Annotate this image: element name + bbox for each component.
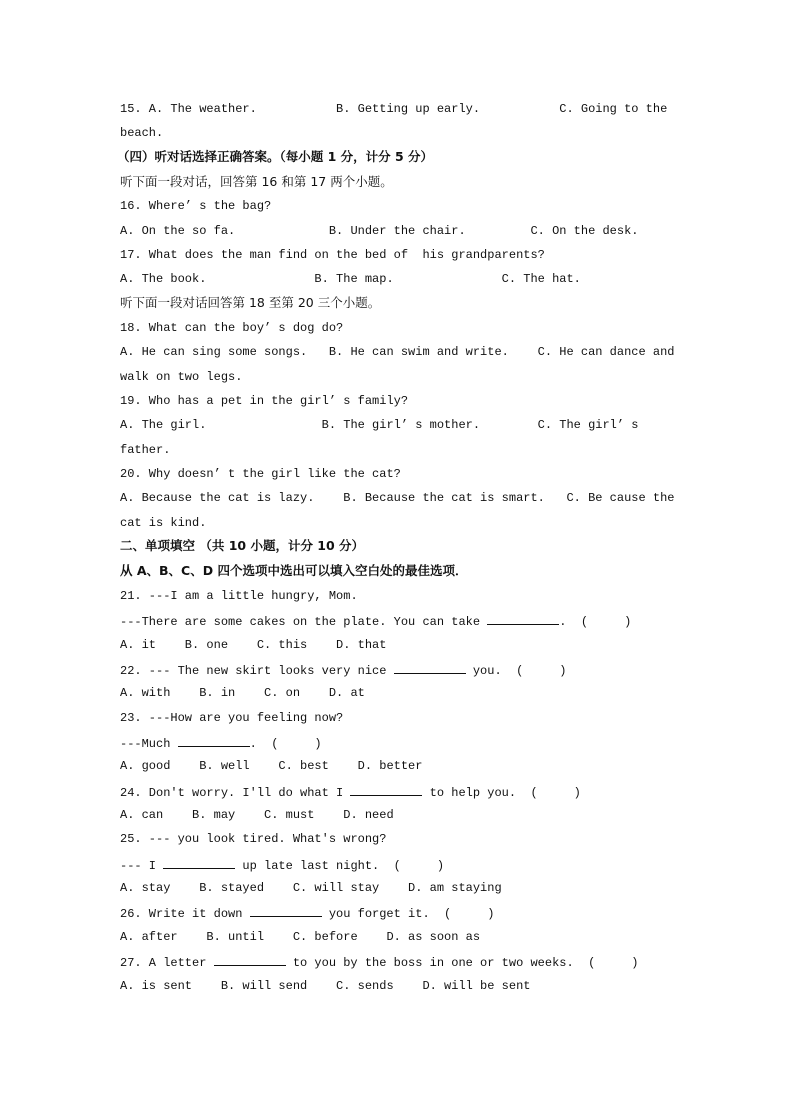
q26-options: A. after B. until C. before D. as soon as [120,930,481,944]
q20-options: A. Because the cat is lazy. B. Because the cat is smart. C. Be cause the [120,491,675,505]
answer-blank [350,784,422,796]
q20-options-cont: cat is kind. [120,516,207,530]
answer-blank [163,857,235,869]
section-2-heading: 二、单项填空 （共 10 小题，计分 10 分） [120,538,365,553]
q23-response: ---Much . ( ) [120,737,322,751]
q24-question: 24. Don't worry. I'll do what I to help you. ( ) [120,786,581,800]
q18-question: 18. What can the boy’ s dog do? [120,321,344,335]
q15-options-cont: beach. [120,126,164,140]
q21-options: A. it B. one C. this D. that [120,638,387,652]
q18-options: A. He can sing some songs. B. He can swim and write. C. He can dance and [120,345,675,359]
answer-blank [214,954,286,966]
q17-question: 17. What does the man find on the bed of his grandparents? [120,248,545,262]
section-2-instruction: 从 A、B、C、D 四个选项中选出可以填入空白处的最佳选项． [120,563,468,578]
q26-question: 26. Write it down you forget it. ( ) [120,907,495,921]
q22-question: 22. --- The new skirt looks very nice you. ( ) [120,664,567,678]
q19-options: A. The girl. B. The girl’ s mother. C. The girl’ s [120,418,639,432]
q27-question: 27. A letter to you by the boss in one or two weeks. ( ) [120,956,639,970]
dialog-instruction-2: 听下面一段对话回答第 18 至第 20 三个小题。 [120,295,381,310]
answer-blank [394,662,466,674]
q24-options: A. can B. may C. must D. need [120,808,394,822]
q15-options: 15. A. The weather. B. Getting up early. C. Going to the [120,102,668,116]
q21-question: 21. ---I am a little hungry, Mom. [120,589,358,603]
answer-blank [487,613,559,625]
answer-blank [178,735,250,747]
q20-question: 20. Why doesn’ t the girl like the cat? [120,467,401,481]
q19-question: 19. Who has a pet in the girl’ s family? [120,394,409,408]
q23-options: A. good B. well C. best D. better [120,759,423,773]
q21-response: ---There are some cakes on the plate. You can take . ( ) [120,615,632,629]
q17-options: A. The book. B. The map. C. The hat. [120,272,581,286]
answer-blank [250,905,322,917]
dialog-instruction-1: 听下面一段对话，回答第 16 和第 17 两个小题。 [120,174,393,189]
q25-question: 25. --- you look tired. What's wrong? [120,832,387,846]
q16-question: 16. Where’ s the bag? [120,199,272,213]
q16-options: A. On the so fa. B. Under the chair. C. On the desk. [120,224,639,238]
q27-options: A. is sent B. will send C. sends D. will be sent [120,979,531,993]
q25-options: A. stay B. stayed C. will stay D. am staying [120,881,502,895]
q22-options: A. with B. in C. on D. at [120,686,365,700]
q19-options-cont: father. [120,443,171,457]
q23-question: 23. ---How are you feeling now? [120,711,344,725]
section-4-heading: （四）听对话选择正确答案。（每小题 1 分，计分 5 分） [117,149,434,164]
q18-options-cont: walk on two legs. [120,370,243,384]
q25-response: --- I up late last night. ( ) [120,859,445,873]
